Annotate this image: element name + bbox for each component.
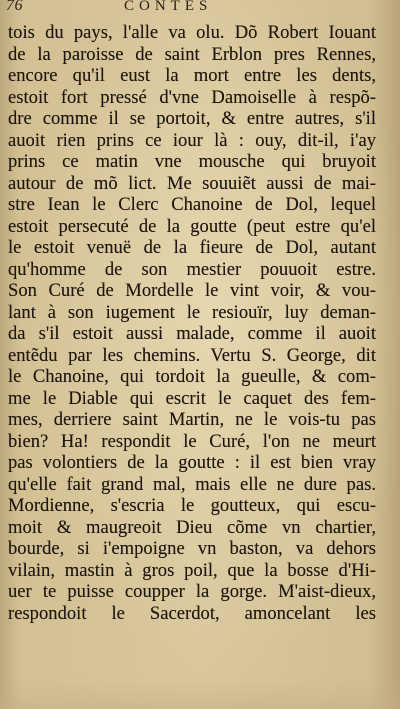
text-line: prins ce matin vne mousche qui bruyoit <box>8 151 376 172</box>
text-line: da s'il estoit aussi malade, comme il auoit <box>8 323 376 344</box>
text-line: lant à son iugement le resiouïr, luy deman- <box>8 301 376 323</box>
text-line: estoit fort pressé d'vne Damoiselle à respõ- <box>8 86 376 108</box>
text-line: qu'homme de son mestier pouuoit estre. <box>8 258 376 280</box>
text-line: dre comme il se portoit, & entre autres, s'il <box>8 108 376 129</box>
text-line: entẽdu par les chemins. Vertu S. George, dit <box>8 344 376 366</box>
text-line: le Chanoine, qui tordoit la gueulle, & com- <box>8 366 376 387</box>
running-title: CONTES <box>124 0 213 14</box>
running-head <box>0 0 400 22</box>
text-line: me le Diable qui escrit le caquet des fem- <box>8 387 376 409</box>
text-line: encore qu'il eust la mort entre les dents, <box>8 65 376 86</box>
text-line: respondoit le Sacerdot, amoncelant les <box>8 602 376 624</box>
text-line: vilain, mastin à gros poil, que la bosse d'Hi- <box>8 559 376 581</box>
text-line: Son Curé de Mordelle le vint voir, & vou- <box>8 280 376 301</box>
text-line: estoit persecuté de la goutte (peut estre qu'el <box>8 215 376 237</box>
text-line: de la paroisse de saint Erblon pres Rennes, <box>8 43 376 65</box>
body-text <box>8 22 376 624</box>
text-line: Mordienne, s'escria le goutteux, qui escu- <box>8 495 376 516</box>
text-line: uer te puisse coupper la gorge. M'aist-dieux, <box>8 581 376 602</box>
text-line: mes, derriere saint Martin, ne le vois-tu pas <box>8 409 376 430</box>
text-line: pas volontiers de la goutte : il est bien vray <box>8 452 376 473</box>
text-line: stre Iean le Clerc Chanoine de Dol, lequel <box>8 194 376 215</box>
text-line: bien? Ha! respondit le Curé, l'on ne meurt <box>8 430 376 452</box>
text-line: qu'elle fait grand mal, mais elle ne dure pas. <box>8 473 376 495</box>
text-line: auoit rien prins ce iour là : ouy, dit-il, i'ay <box>8 129 376 151</box>
text-line: le estoit venuë de la fieure de Dol, autant <box>8 237 376 258</box>
text-line: autour de mõ lict. Me souuiẽt aussi de mai- <box>8 172 376 194</box>
text-line: moit & maugreoit Dieu cõme vn chartier, <box>8 516 376 538</box>
text-line: tois du pays, l'alle va olu. Dõ Robert Iouant <box>8 22 376 43</box>
page-number: 76 <box>6 0 23 14</box>
text-line: bourde, si i'empoigne vn baston, va dehors <box>8 538 376 559</box>
page-edge-shadow <box>0 679 400 709</box>
